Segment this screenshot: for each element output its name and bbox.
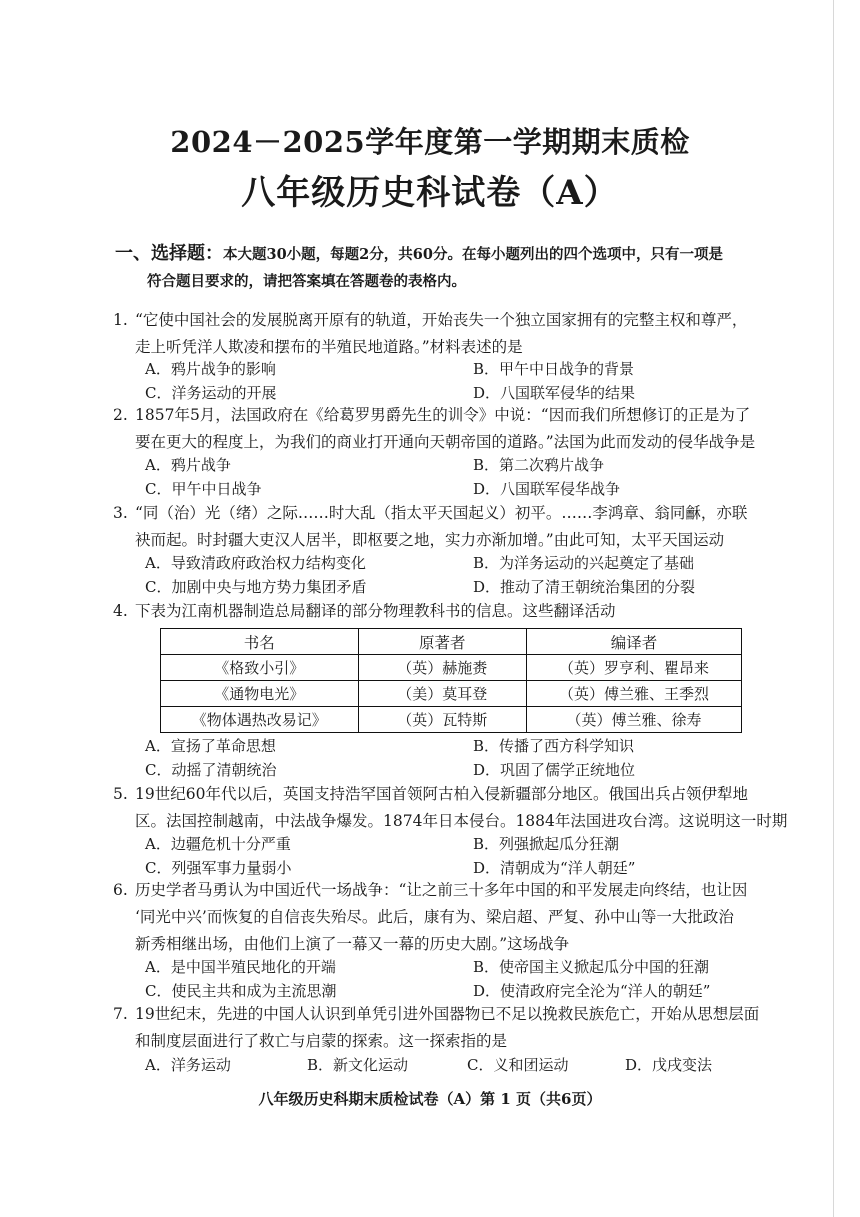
option-a[interactable]: A．导致清政府政治权力结构变化 (145, 554, 366, 572)
option-b[interactable]: B．传播了西方科学知识 (473, 737, 635, 755)
question-7 (113, 1001, 803, 1055)
question-stem-line2: 要在更大的程度上，为我们的商业打开通向天朝帝国的道路。”法国为此而发动的侵华战争是 (135, 433, 756, 451)
question-stem-line1: 1857年5月，法国政府在《给葛罗男爵先生的训令》中说：“因而我们所想修订的正是为了 (135, 406, 751, 424)
question-stem-line2: 区。法国控制越南，中法战争爆发。1874年日本侵台。1884年法国进攻台湾。这说明这一时期 (135, 812, 788, 830)
option-a[interactable]: A．洋务运动 (145, 1056, 231, 1074)
section-desc-line2: 符合题目要求的，请把答案填在答题卷的表格内。 (147, 273, 466, 290)
question-number: 7. (113, 1005, 128, 1023)
cell-translator: （英）傅兰雅、徐寿 (527, 707, 742, 733)
cell-book: 《通物电光》 (161, 681, 359, 707)
option-b[interactable]: B．第二次鸦片战争 (473, 456, 605, 474)
option-c[interactable]: C．使民主共和成为主流思潮 (145, 982, 337, 1000)
option-d[interactable]: D．巩固了儒学正统地位 (473, 761, 636, 779)
question-1-options (145, 357, 805, 405)
table-row (161, 707, 742, 733)
question-stem-line2: 走上听凭洋人欺凌和摆布的半殖民地道路。”材料表述的是 (135, 338, 523, 356)
question-stem-line1: 19世纪60年代以后，英国支持浩罕国首领阿古柏入侵新疆部分地区。俄国出兵占领伊犁地 (135, 785, 748, 803)
cell-author: （英）瓦特斯 (358, 707, 526, 733)
option-c[interactable]: C．洋务运动的开展 (145, 384, 277, 402)
question-4 (113, 598, 803, 625)
option-c[interactable]: C．甲午中日战争 (145, 480, 262, 498)
question-2 (113, 402, 803, 456)
question-number: 4. (113, 602, 128, 620)
option-d[interactable]: D．八国联军侵华战争 (473, 480, 621, 498)
option-d[interactable]: D．推动了清王朝统治集团的分裂 (473, 578, 696, 596)
question-stem-line2: 和制度层面进行了救亡与启蒙的探索。这一探索指的是 (135, 1032, 508, 1050)
cell-book: 《物体遇热改易记》 (161, 707, 359, 733)
question-2-options (145, 453, 805, 501)
question-stem-line1: 19世纪末，先进的中国人认识到单凭引进外国器物已不足以挽救民族危亡，开始从思想层面 (135, 1005, 760, 1023)
question-stem-line3: 新秀相继出场，由他们上演了一幕又一幕的历史大剧。”这场战争 (135, 935, 570, 953)
question-stem-line1: “它使中国社会的发展脱离开原有的轨道，开始丧失一个独立国家拥有的完整主权和尊严， (135, 311, 748, 329)
option-b[interactable]: B．甲午中日战争的背景 (473, 360, 635, 378)
section-instructions (115, 240, 805, 295)
question-number: 5. (113, 785, 128, 803)
option-a[interactable]: A．边疆危机十分严重 (145, 835, 291, 853)
question-number: 1. (113, 311, 128, 329)
option-d[interactable]: D．清朝成为“洋人朝廷” (473, 859, 636, 877)
question-3-options (145, 551, 805, 599)
exam-title: 2024－2025学年度第一学期期末质检 (170, 125, 690, 159)
option-a[interactable]: A．鸦片战争的影响 (145, 360, 276, 378)
question-1 (113, 307, 803, 361)
option-c[interactable]: C．加剧中央与地方势力集团矛盾 (145, 578, 367, 596)
option-b[interactable]: B．新文化运动 (307, 1056, 409, 1074)
cell-translator: （英）罗亨利、瞿昂来 (527, 655, 742, 681)
translation-table (160, 628, 742, 733)
cell-author: （美）莫耳登 (358, 681, 526, 707)
option-c[interactable]: C．动摇了清朝统治 (145, 761, 277, 779)
question-5 (113, 781, 803, 835)
cell-author: （英）赫施赉 (358, 655, 526, 681)
option-c[interactable]: C．义和团运动 (467, 1056, 569, 1074)
option-c[interactable]: C．列强军事力量弱小 (145, 859, 292, 877)
option-a[interactable]: A．宣扬了革命思想 (145, 737, 276, 755)
cell-book: 《格致小引》 (161, 655, 359, 681)
question-number: 2. (113, 406, 128, 424)
question-6 (113, 877, 803, 958)
option-b[interactable]: B．使帝国主义掀起瓜分中国的狂潮 (473, 958, 710, 976)
option-d[interactable]: D．戊戌变法 (625, 1056, 713, 1074)
question-stem-line1: 历史学者马勇认为中国近代一场战争：“让之前三十多年中国的和平发展走向终结，也让因 (135, 881, 748, 899)
table-header-row (161, 629, 742, 655)
option-a[interactable]: A．是中国半殖民地化的开端 (145, 958, 336, 976)
option-b[interactable]: B．为洋务运动的兴起奠定了基础 (473, 554, 695, 572)
page-footer: 八年级历史科期末质检试卷（A）第 1 页（共6页） (258, 1090, 602, 1108)
question-number: 3. (113, 504, 128, 522)
option-d[interactable]: D．八国联军侵华的结果 (473, 384, 636, 402)
col-header-author: 原著者 (358, 629, 526, 655)
section-heading: 一、选择题： (115, 243, 223, 264)
col-header-book: 书名 (161, 629, 359, 655)
question-5-options (145, 832, 805, 880)
option-d[interactable]: D．使清政府完全沦为“洋人的朝廷” (473, 982, 711, 1000)
question-stem-line1: 下表为江南机器制造总局翻译的部分物理教科书的信息。这些翻译活动 (135, 602, 616, 620)
exam-subtitle: 八年级历史科试卷（A） (241, 173, 619, 213)
question-4-options (145, 734, 805, 782)
section-desc-line1: 本大题30小题，每题2分，共60分。在每小题列出的四个选项中，只有一项是 (223, 246, 723, 263)
cell-translator: （英）傅兰雅、王季烈 (527, 681, 742, 707)
question-stem-line2: ‘同光中兴’而恢复的自信丧失殆尽。此后，康有为、梁启超、严复、孙中山等一大批政治 (135, 908, 734, 926)
option-b[interactable]: B．列强掀起瓜分狂潮 (473, 835, 620, 853)
question-3 (113, 500, 803, 554)
question-stem-line2: 袂而起。时封疆大吏汉人居半，即枢要之地，实力亦渐加增。”由此可知，太平天国运动 (135, 531, 725, 549)
question-number: 6. (113, 881, 128, 899)
table-row (161, 681, 742, 707)
question-7-options (145, 1053, 805, 1077)
question-stem-line1: “同（治）光（绪）之际……时大乱（指太平天国起义）初平。……李鸿章、翁同龢，亦联 (135, 504, 748, 522)
table-row (161, 655, 742, 681)
question-6-options (145, 955, 805, 1003)
option-a[interactable]: A．鸦片战争 (145, 456, 231, 474)
col-header-translator: 编译者 (527, 629, 742, 655)
